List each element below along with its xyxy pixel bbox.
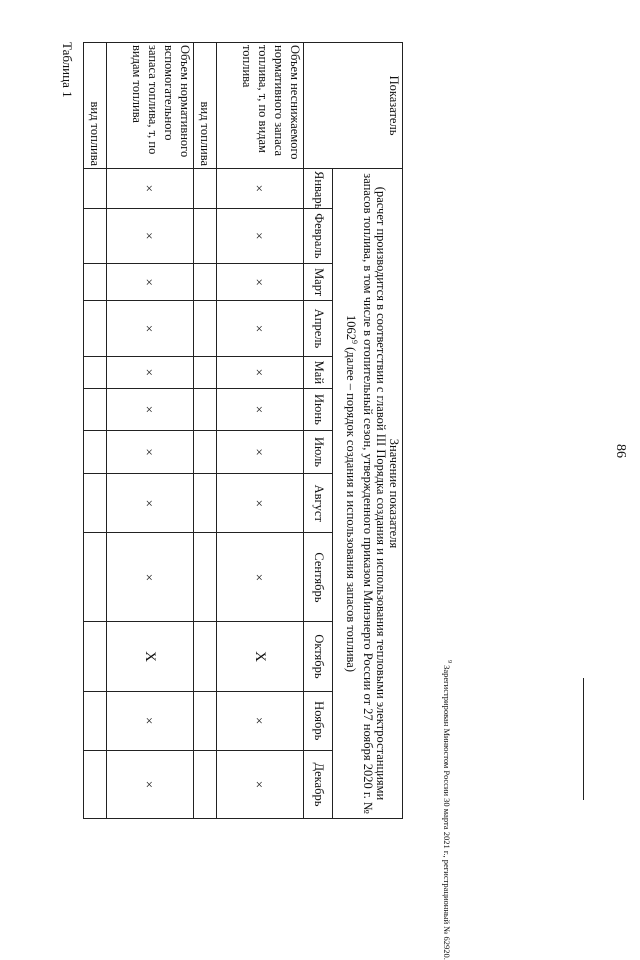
month-header-oct: Октябрь: [304, 622, 333, 691]
footnote: [442, 660, 452, 960]
value-header-title: Значение показателя: [387, 438, 401, 549]
month-header-may: Май: [304, 356, 333, 388]
table-cell: ×: [106, 430, 193, 473]
table-cell: ×: [106, 208, 193, 264]
row-label: Объем нормативного вспомогательного запаса топлива, т, по видам топлива: [106, 43, 193, 169]
table-cell: ×: [216, 388, 303, 430]
month-header-jun: Июнь: [304, 388, 333, 430]
table-cell: ×: [106, 169, 193, 209]
table-cell: ×: [216, 356, 303, 388]
table-cell: ×: [106, 301, 193, 357]
table-cell: ×: [216, 533, 303, 622]
footnote-text: Зарегистрирован Минюстом России 30 марта 2021 г., регистрационный № 62920.: [442, 663, 453, 960]
table-cell: ×: [216, 208, 303, 264]
month-header-nov: Ноябрь: [304, 691, 333, 750]
month-header-dec: Декабрь: [304, 750, 333, 818]
month-header-apr: Апрель: [304, 301, 333, 357]
table-row: [216, 43, 303, 819]
table-cell: ×: [106, 533, 193, 622]
table-row: [84, 43, 107, 819]
month-header-jan: Январь: [304, 169, 333, 209]
table-cell: ×: [216, 301, 303, 357]
table-caption: Таблица 1: [60, 42, 75, 98]
month-header-mar: Март: [304, 264, 333, 301]
table-row: [194, 43, 217, 819]
indicator-header: Показатель: [304, 43, 403, 169]
table-cell: ×: [216, 264, 303, 301]
table-row: [106, 43, 193, 819]
fuel-reserve-table: [83, 42, 403, 819]
page-number: 86: [613, 444, 628, 458]
table-cell: ×: [216, 169, 303, 209]
rotated-page-content: [31, 42, 403, 852]
month-header-feb: Февраль: [304, 208, 333, 264]
row-sub-label: вид топлива: [194, 43, 217, 169]
table-cell: ×: [216, 474, 303, 533]
month-header-sep: Сентябрь: [304, 533, 333, 622]
footnote-number: 9: [445, 660, 452, 663]
value-header: [333, 169, 403, 819]
table-cell: ×: [216, 430, 303, 473]
table-cell: X: [216, 622, 303, 691]
table-cell: ×: [106, 750, 193, 818]
table-cell: X: [106, 622, 193, 691]
month-header-jul: Июль: [304, 430, 333, 473]
row-label: Объем неснижаемого нормативного запаса топлива, т, по видам топлива: [216, 43, 303, 169]
value-header-note: (расчет производится в соответствии с главой III Порядка создания и использования тепловыми электростанциями запасов топлива, в том числе в отопительный сезон, утвержденного приказом Минэнерго России от 27 ноября 2020 г. № 1062$^9$ (далее – порядок создания и использования запасов топлива): [343, 173, 388, 814]
month-header-aug: Август: [304, 474, 333, 533]
footnote-separator: [583, 678, 584, 800]
table-cell: ×: [106, 264, 193, 301]
footnote-mark: 9: [350, 340, 359, 345]
table-cell: ×: [106, 388, 193, 430]
table-cell: ×: [106, 474, 193, 533]
row-sub-label: вид топлива: [84, 43, 107, 169]
table-cell: ×: [216, 750, 303, 818]
table-cell: ×: [106, 356, 193, 388]
table-cell: ×: [216, 691, 303, 750]
table-cell: ×: [106, 691, 193, 750]
